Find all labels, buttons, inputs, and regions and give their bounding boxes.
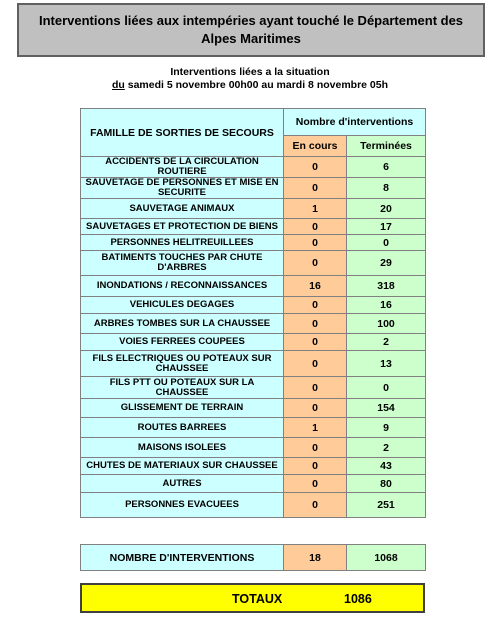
row-en-cours: 0 <box>284 458 347 475</box>
row-en-cours: 0 <box>284 351 347 377</box>
row-label: CHUTES DE MATERIAUX SUR CHAUSSEE <box>81 458 284 475</box>
row-terminees: 43 <box>347 458 426 475</box>
row-terminees: 17 <box>347 219 426 235</box>
row-label: ARBRES TOMBES SUR LA CHAUSSEE <box>81 314 284 334</box>
table-row <box>81 297 426 314</box>
totaux-value: 1086 <box>344 592 372 606</box>
row-en-cours: 0 <box>284 314 347 334</box>
table-row <box>81 276 426 297</box>
table-row <box>81 458 426 475</box>
row-terminees: 0 <box>347 377 426 399</box>
row-label: MAISONS ISOLEES <box>81 438 284 458</box>
report-title-banner <box>17 3 485 57</box>
table-row <box>81 418 426 438</box>
row-label: PERSONNES EVACUEES <box>81 493 284 518</box>
row-label: SAUVETAGES ET PROTECTION DE BIENS <box>81 219 284 235</box>
row-en-cours: 0 <box>284 251 347 276</box>
subtitle-prefix: du <box>111 79 125 91</box>
row-terminees: 154 <box>347 399 426 418</box>
row-terminees: 100 <box>347 314 426 334</box>
table-row <box>81 235 426 251</box>
row-label: GLISSEMENT DE TERRAIN <box>81 399 284 418</box>
table-row <box>81 399 426 418</box>
summary-label: NOMBRE D'INTERVENTIONS <box>81 545 284 571</box>
header-family: FAMILLE DE SORTIES DE SECOURS <box>81 109 284 157</box>
row-en-cours: 0 <box>284 297 347 314</box>
row-label: SAUVETAGE DE PERSONNES ET MISE EN SECURITE <box>81 178 284 199</box>
subtitle-line-1: Interventions liées a la situation <box>170 66 330 78</box>
table-row <box>81 219 426 235</box>
row-terminees: 9 <box>347 418 426 438</box>
table-row <box>81 251 426 276</box>
row-en-cours: 16 <box>284 276 347 297</box>
table-row <box>81 351 426 377</box>
row-terminees: 80 <box>347 475 426 493</box>
table-row <box>81 199 426 219</box>
row-label: ACCIDENTS DE LA CIRCULATION ROUTIERE <box>81 157 284 178</box>
totaux-label: TOTAUX <box>232 592 283 606</box>
table-row <box>81 475 426 493</box>
summary-en-cours: 18 <box>284 545 347 571</box>
row-en-cours: 1 <box>284 418 347 438</box>
row-terminees: 2 <box>347 334 426 351</box>
row-en-cours: 0 <box>284 399 347 418</box>
row-en-cours: 0 <box>284 178 347 199</box>
row-en-cours: 0 <box>284 438 347 458</box>
row-en-cours: 0 <box>284 235 347 251</box>
table-row <box>81 314 426 334</box>
row-terminees: 16 <box>347 297 426 314</box>
row-label: ROUTES BARREES <box>81 418 284 438</box>
row-terminees: 2 <box>347 438 426 458</box>
row-terminees: 29 <box>347 251 426 276</box>
row-label: INONDATIONS / RECONNAISSANCES <box>81 276 284 297</box>
row-label: AUTRES <box>81 475 284 493</box>
row-terminees: 13 <box>347 351 426 377</box>
row-label: SAUVETAGE ANIMAUX <box>81 199 284 219</box>
subtitle-period: samedi 5 novembre 00h00 au mardi 8 novembre 05h <box>124 79 389 91</box>
row-en-cours: 0 <box>284 475 347 493</box>
row-en-cours: 0 <box>284 334 347 351</box>
row-terminees: 251 <box>347 493 426 518</box>
row-label: FILS ELECTRIQUES OU POTEAUX SUR CHAUSSEE <box>81 351 284 377</box>
table-row <box>81 157 426 178</box>
table-row <box>81 493 426 518</box>
totaux-box <box>80 583 425 613</box>
table-row <box>81 178 426 199</box>
row-en-cours: 0 <box>284 493 347 518</box>
summary-row <box>81 545 426 571</box>
row-en-cours: 0 <box>284 219 347 235</box>
row-en-cours: 1 <box>284 199 347 219</box>
summary-terminees: 1068 <box>347 545 426 571</box>
row-en-cours: 0 <box>284 377 347 399</box>
summary-table <box>80 544 426 571</box>
header-terminees: Terminées <box>347 136 426 157</box>
row-label: VEHICULES DEGAGES <box>81 297 284 314</box>
row-terminees: 0 <box>347 235 426 251</box>
row-en-cours: 0 <box>284 157 347 178</box>
subtitle-line-2 <box>0 79 500 92</box>
row-label: BATIMENTS TOUCHES PAR CHUTE D'ARBRES <box>81 251 284 276</box>
table-header-row <box>81 109 426 136</box>
row-label: FILS PTT OU POTEAUX SUR LA CHAUSSEE <box>81 377 284 399</box>
row-label: VOIES FERREES COUPEES <box>81 334 284 351</box>
row-terminees: 8 <box>347 178 426 199</box>
row-label: PERSONNES HELITREUILLEES <box>81 235 284 251</box>
table-row <box>81 377 426 399</box>
row-terminees: 20 <box>347 199 426 219</box>
table-row <box>81 438 426 458</box>
report-title: Interventions liées aux intempéries ayant touché le Département des Alpes Maritimes <box>38 13 464 46</box>
period-subtitle <box>0 66 500 92</box>
row-terminees: 318 <box>347 276 426 297</box>
interventions-table <box>80 108 426 518</box>
row-terminees: 6 <box>347 157 426 178</box>
header-en-cours: En cours <box>284 136 347 157</box>
header-count: Nombre d'interventions <box>284 109 426 136</box>
table-row <box>81 334 426 351</box>
